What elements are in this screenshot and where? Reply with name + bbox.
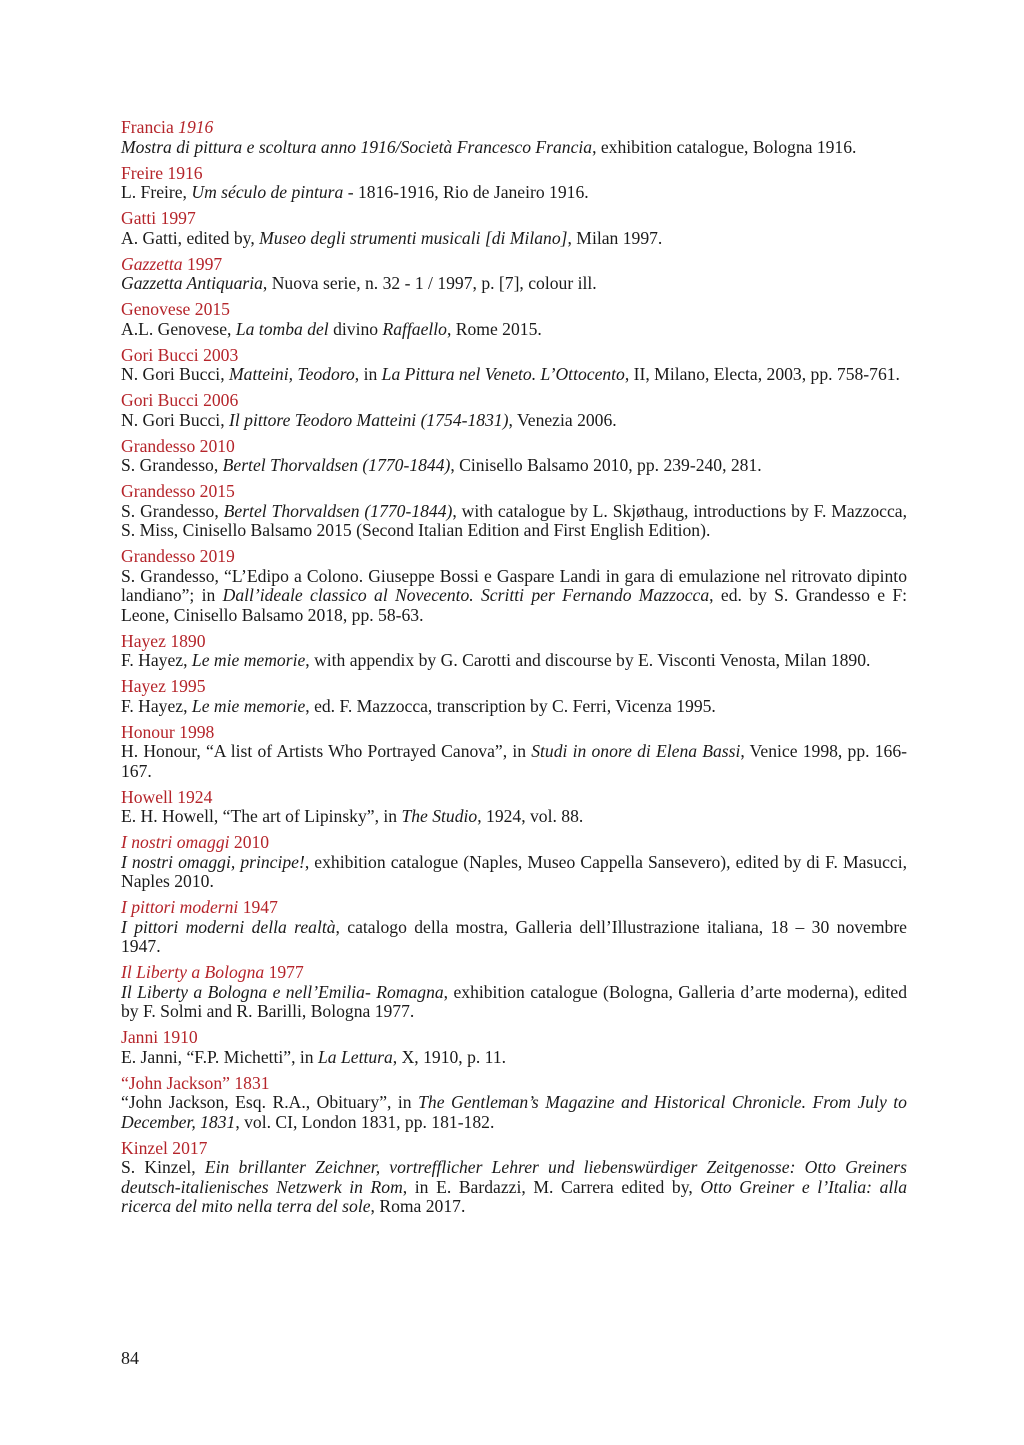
entry-citation (121, 807, 907, 827)
bibliography-entry (121, 118, 907, 157)
text-run: , with appendix by G. Carotti and discourse by E. Visconti Venosta, Milan 1890. (305, 650, 871, 670)
text-run: Honour 1998 (121, 721, 215, 742)
text-run: 1947 (238, 897, 278, 917)
bibliography-entry (121, 255, 907, 294)
bibliography-entry (121, 209, 907, 248)
text-run: , Roma 2017. (370, 1196, 466, 1216)
bibliography-entry (121, 1074, 907, 1133)
text-run: Gatti 1997 (121, 208, 196, 228)
text-run: , in (354, 364, 382, 384)
entry-citation (121, 1093, 907, 1132)
entry-key (121, 118, 907, 138)
text-run: , Venice 1998, pp. 166-167. (121, 741, 907, 781)
bibliography-entry (121, 963, 907, 1022)
text-run: 1977 (264, 962, 304, 982)
italic-run: Bertel Thorvaldsen (1770-1844) (223, 500, 453, 521)
entry-citation (121, 853, 907, 892)
entry-citation (121, 138, 907, 158)
italic-run: Gazzetta (121, 253, 183, 274)
italic-run: Otto Greiner e l’Italia: alla ricerca del mito nella terra del sole (121, 1176, 907, 1216)
bibliography-entry (121, 164, 907, 203)
bibliography-list (121, 118, 907, 1223)
text-run: , ed. by S. Grandesso e F: Leone, Cinisello Balsamo 2018, pp. 58-63. (121, 585, 907, 625)
text-run: S. Grandesso, (121, 455, 223, 475)
italic-run: I pittori moderni della realtà (121, 916, 336, 937)
text-run: E. H. Howell, “The art of Lipinsky”, in (121, 806, 402, 826)
entry-citation (121, 651, 907, 671)
entry-key (121, 632, 907, 652)
entry-key (121, 300, 907, 320)
italic-run: Ein brillanter Zeichner, vortrefflicher Lehrer und liebenswürdiger Zeitgenosse: Otto Greiners deutsch-italienisches Netzwerk in Rom (121, 1157, 907, 1197)
italic-run: I nostri omaggi, principe! (121, 851, 305, 872)
bibliography-entry (121, 677, 907, 716)
entry-citation (121, 456, 907, 476)
entry-citation (121, 274, 907, 294)
entry-citation (121, 567, 907, 626)
bibliography-entry (121, 300, 907, 339)
italic-run: Mostra di pittura e scoltura anno 1916/Società Francesco Francia (121, 136, 593, 157)
italic-run: Raffaello (382, 318, 447, 339)
text-run: , ed. F. Mazzocca, transcription by C. Ferri, Vicenza 1995. (305, 695, 716, 716)
text-run: Grandesso 2019 (121, 546, 235, 566)
entry-key (121, 164, 907, 184)
text-run: - 1816-1916, Rio de Janeiro 1916. (343, 182, 589, 202)
text-run: , in E. Bardazzi, M. Carrera edited by, (402, 1176, 701, 1197)
entry-citation (121, 183, 907, 203)
bibliography-entry (121, 482, 907, 541)
text-run: A.L. Genovese, (121, 318, 236, 339)
text-run: , exhibition catalogue, Bologna 1916. (592, 136, 857, 157)
text-run: “John Jackson, Esq. R.A., Obituary”, in (121, 1092, 419, 1112)
text-run: Grandesso 2010 (121, 435, 235, 456)
text-run: S. Grandesso, (121, 500, 224, 521)
text-run: Gori Bucci 2003 (121, 344, 239, 365)
text-run: Howell 1924 (121, 786, 213, 807)
bibliography-entry (121, 898, 907, 957)
italic-run: Il pittore Teodoro Matteini (1754-1831) (229, 409, 509, 430)
text-run: , Rome 2015. (446, 318, 542, 339)
entry-key (121, 391, 907, 411)
page-number: 84 (121, 1348, 139, 1368)
italic-run: The Gentleman’s Magazine and Historical Chronicle. From July to December, 1831 (121, 1092, 907, 1132)
entry-citation (121, 229, 907, 249)
italic-run: Dall’ideale classico al Novecento. Scritti per Fernando Mazzocca (222, 585, 710, 605)
bibliography-entry (121, 437, 907, 476)
text-run: , X, 1910, p. 11. (392, 1046, 507, 1067)
entry-key (121, 833, 907, 853)
text-run: Grandesso 2015 (121, 481, 235, 501)
text-run: , with catalogue by L. Skjøthaug, introductions by F. Mazzocca, S. Miss, Cinisello Balsamo 2015 (Second Italian Edition and First English Edition). (121, 500, 907, 540)
italic-run: La tomba del (235, 318, 329, 339)
text-run: Kinzel 2017 (121, 1137, 208, 1158)
text-run: N. Gori Bucci, (121, 409, 229, 430)
text-run: Hayez 1890 (121, 630, 206, 651)
text-run: , catalogo della mostra, Galleria dell’Illustrazione italiana, 18 – 30 novembre 1947. (121, 916, 907, 956)
text-run: 1997 (182, 253, 223, 274)
entry-key (121, 209, 907, 229)
bibliography-entry (121, 833, 907, 892)
entry-citation (121, 365, 907, 385)
text-run: , II, Milano, Electa, 2003, pp. 758-761. (624, 364, 900, 384)
text-run: , Milan 1997. (567, 227, 663, 248)
entry-citation (121, 502, 907, 541)
bibliography-entry (121, 632, 907, 671)
text-run: S. Kinzel, (121, 1157, 205, 1177)
text-run: F. Hayez, (121, 650, 192, 670)
text-run: , Cinisello Balsamo 2010, pp. 239-240, 281. (450, 455, 762, 475)
text-run: F. Hayez, (121, 695, 192, 716)
text-run: Francia (121, 117, 179, 137)
entry-key (121, 788, 907, 808)
text-run: L. Freire, (121, 182, 192, 202)
text-run: divino (328, 318, 383, 339)
entry-citation (121, 320, 907, 340)
text-run: H. Honour, “A list of Artists Who Portrayed Canova”, in (121, 741, 532, 761)
text-run: , exhibition catalogue (Naples, Museo Cappella Sansevero), edited by di F. Masucci, Naples 2010. (121, 851, 907, 891)
text-run: Hayez 1995 (121, 676, 206, 696)
text-run: , Nuova serie, n. 32 - 1 / 1997, p. [7], colour ill. (262, 273, 597, 293)
entry-key (121, 255, 907, 275)
text-run: E. Janni, “F.P. Michetti”, in (121, 1046, 318, 1067)
entry-key (121, 963, 907, 983)
entry-key (121, 677, 907, 697)
italic-run: Matteini, Teodoro (229, 364, 355, 384)
italic-run: La Pittura nel Veneto. L’Ottocento (381, 364, 625, 384)
entry-key (121, 1139, 907, 1159)
entry-key (121, 1028, 907, 1048)
text-run: 2010 (229, 832, 270, 852)
italic-run: Bertel Thorvaldsen (1770-1844) (222, 455, 451, 475)
italic-run: I nostri omaggi (121, 832, 230, 852)
entry-citation (121, 983, 907, 1022)
entry-key (121, 723, 907, 743)
text-run: Janni 1910 (121, 1027, 198, 1047)
entry-key (121, 898, 907, 918)
text-run: S. Grandesso, “L’Edipo a Colono. Giuseppe Bossi e Gaspare Landi in gara di emulazione nel ritrovato dipinto landiano”; in (121, 565, 907, 605)
text-run: A. Gatti, edited by, (121, 227, 260, 248)
text-run: Genovese 2015 (121, 299, 230, 319)
italic-run: Studi in onore di Elena Bassi (531, 741, 741, 761)
italic-run: I pittori moderni (121, 897, 239, 917)
text-run: Freire 1916 (121, 162, 203, 183)
text-run: , vol. CI, London 1831, pp. 181-182. (235, 1111, 495, 1132)
italic-run: Le mie memorie (191, 695, 306, 716)
entry-citation (121, 1048, 907, 1068)
italic-run: Gazzetta Antiquaria (121, 273, 263, 293)
text-run: N. Gori Bucci, (121, 364, 229, 384)
entry-citation (121, 697, 907, 717)
entry-key (121, 1074, 907, 1094)
italic-run: Il Liberty a Bologna e nell’Emilia- Romagna (121, 981, 444, 1002)
italic-run: The Studio (401, 806, 478, 826)
entry-key (121, 482, 907, 502)
text-run: Gori Bucci 2006 (121, 390, 239, 410)
italic-run: Il Liberty a Bologna (121, 962, 265, 982)
text-run: “John Jackson” 1831 (121, 1072, 270, 1093)
italic-run: Le mie memorie (191, 650, 306, 670)
text-run: , exhibition catalogue (Bologna, Galleria d’arte moderna), edited by F. Solmi and R. Barilli, Bologna 1977. (121, 981, 907, 1021)
bibliography-entry (121, 1139, 907, 1217)
italic-run: 1916 (178, 117, 214, 137)
entry-key (121, 437, 907, 457)
italic-run: Um século de pintura (191, 182, 344, 202)
italic-run: La Lettura (318, 1046, 393, 1067)
entry-citation (121, 918, 907, 957)
bibliography-entry (121, 391, 907, 430)
text-run: , 1924, vol. 88. (477, 806, 584, 826)
bibliography-entry (121, 547, 907, 625)
bibliography-entry (121, 788, 907, 827)
entry-key (121, 547, 907, 567)
bibliography-entry (121, 1028, 907, 1067)
entry-citation (121, 411, 907, 431)
bibliography-entry (121, 723, 907, 782)
entry-citation (121, 742, 907, 781)
entry-citation (121, 1158, 907, 1217)
text-run: , Venezia 2006. (508, 409, 617, 430)
italic-run: Museo degli strumenti musicali [di Milano] (259, 227, 568, 248)
entry-key (121, 346, 907, 366)
bibliography-entry (121, 346, 907, 385)
